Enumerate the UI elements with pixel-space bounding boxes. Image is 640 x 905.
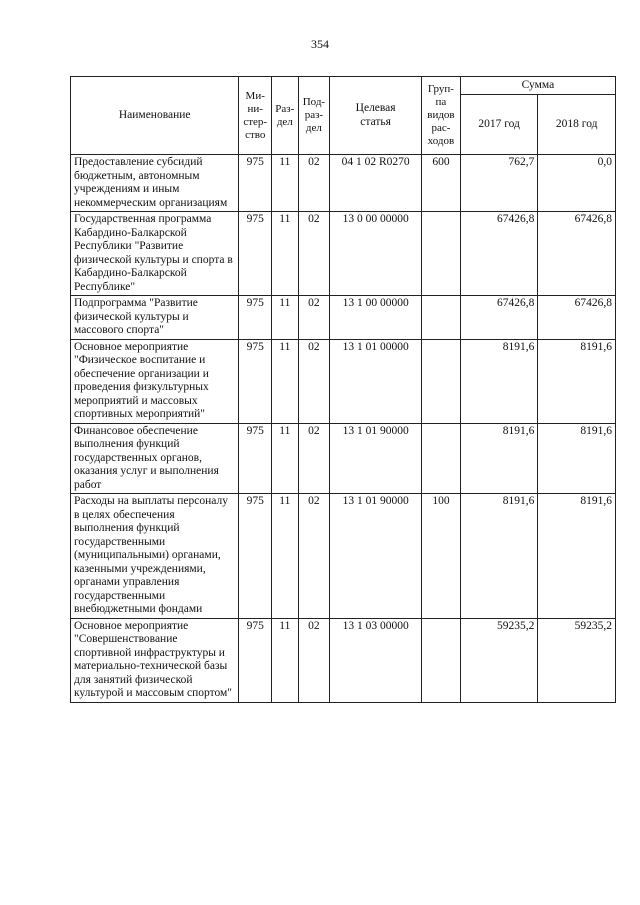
header-target: Целевая статья <box>330 77 422 155</box>
row-target-cell: 13 0 00 00000 <box>330 212 422 296</box>
row-subsection-cell: 02 <box>298 212 330 296</box>
row-subsection-cell: 02 <box>298 339 330 423</box>
row-section-cell: 11 <box>272 423 299 494</box>
row-group-cell <box>422 212 461 296</box>
header-ministry: Ми- ни- стер- ство <box>239 77 272 155</box>
row-group-cell <box>422 339 461 423</box>
row-subsection-cell: 02 <box>298 423 330 494</box>
row-name-cell: Предоставление субсидий бюджетным, автономным учреждениям и иным некоммерческим организациям <box>71 155 239 212</box>
row-section-cell: 11 <box>272 618 299 702</box>
row-sum-2018-cell: 8191,6 <box>538 339 616 423</box>
table-row <box>71 296 616 340</box>
row-subsection-cell: 02 <box>298 618 330 702</box>
row-group-cell <box>422 423 461 494</box>
header-group: Груп- па видов рас- ходов <box>422 77 461 155</box>
table-body <box>71 155 616 703</box>
row-sum-2017-cell: 762,7 <box>460 155 538 212</box>
row-target-cell: 04 1 02 R0270 <box>330 155 422 212</box>
row-sum-2018-cell: 0,0 <box>538 155 616 212</box>
page-number: 354 <box>311 37 329 51</box>
header-year-2017: 2017 год <box>460 95 538 155</box>
row-group-cell: 600 <box>422 155 461 212</box>
row-sum-2018-cell: 67426,8 <box>538 212 616 296</box>
row-group-cell <box>422 618 461 702</box>
row-name-cell: Основное мероприятие "Совершенствование спортивной инфраструктуры и материально-технической базы для занятий физической культурой и массовым спортом" <box>71 618 239 702</box>
table-row <box>71 494 616 619</box>
row-sum-2017-cell: 8191,6 <box>460 339 538 423</box>
table-row <box>71 339 616 423</box>
row-target-cell: 13 1 01 00000 <box>330 339 422 423</box>
header-year-2018: 2018 год <box>538 95 616 155</box>
row-section-cell: 11 <box>272 296 299 340</box>
row-name-cell: Подпрограмма "Развитие физической культуры и массового спорта" <box>71 296 239 340</box>
row-sum-2018-cell: 59235,2 <box>538 618 616 702</box>
row-ministry-cell: 975 <box>239 618 272 702</box>
row-subsection-cell: 02 <box>298 155 330 212</box>
table-header <box>71 77 616 155</box>
row-sum-2018-cell: 67426,8 <box>538 296 616 340</box>
table-row <box>71 155 616 212</box>
row-ministry-cell: 975 <box>239 423 272 494</box>
header-name: Наименование <box>71 77 239 155</box>
row-name-cell: Основное мероприятие "Физическое воспитание и обеспечение организации и проведения физкультурных мероприятий и массовых спортивных мероприятий" <box>71 339 239 423</box>
row-target-cell: 13 1 00 00000 <box>330 296 422 340</box>
table-row <box>71 618 616 702</box>
row-section-cell: 11 <box>272 212 299 296</box>
row-sum-2018-cell: 8191,6 <box>538 423 616 494</box>
row-section-cell: 11 <box>272 155 299 212</box>
row-sum-2017-cell: 67426,8 <box>460 296 538 340</box>
row-ministry-cell: 975 <box>239 155 272 212</box>
row-section-cell: 11 <box>272 494 299 619</box>
row-target-cell: 13 1 03 00000 <box>330 618 422 702</box>
row-section-cell: 11 <box>272 339 299 423</box>
row-group-cell <box>422 296 461 340</box>
row-ministry-cell: 975 <box>239 339 272 423</box>
row-group-cell: 100 <box>422 494 461 619</box>
row-name-cell: Государственная программа Кабардино-Балкарской Республики "Развитие физической культуры и спорта в Кабардино-Балкарской Республике" <box>71 212 239 296</box>
row-ministry-cell: 975 <box>239 494 272 619</box>
table-row <box>71 212 616 296</box>
row-sum-2017-cell: 59235,2 <box>460 618 538 702</box>
row-sum-2018-cell: 8191,6 <box>538 494 616 619</box>
row-target-cell: 13 1 01 90000 <box>330 494 422 619</box>
header-sum: Сумма <box>460 77 615 95</box>
row-sum-2017-cell: 67426,8 <box>460 212 538 296</box>
row-target-cell: 13 1 01 90000 <box>330 423 422 494</box>
header-subsection: Под- раз- дел <box>298 77 330 155</box>
row-ministry-cell: 975 <box>239 296 272 340</box>
row-subsection-cell: 02 <box>298 296 330 340</box>
row-name-cell: Финансовое обеспечение выполнения функций государственных органов, оказания услуг и выполнения работ <box>71 423 239 494</box>
row-sum-2017-cell: 8191,6 <box>460 423 538 494</box>
row-subsection-cell: 02 <box>298 494 330 619</box>
row-ministry-cell: 975 <box>239 212 272 296</box>
header-section: Раз- дел <box>272 77 299 155</box>
row-sum-2017-cell: 8191,6 <box>460 494 538 619</box>
table-row <box>71 423 616 494</box>
row-name-cell: Расходы на выплаты персоналу в целях обеспечения выполнения функций государственными (муниципальными) органами, казенными учреждениями, органами управления государственными внебюджетными фондами <box>71 494 239 619</box>
budget-table <box>70 76 616 703</box>
